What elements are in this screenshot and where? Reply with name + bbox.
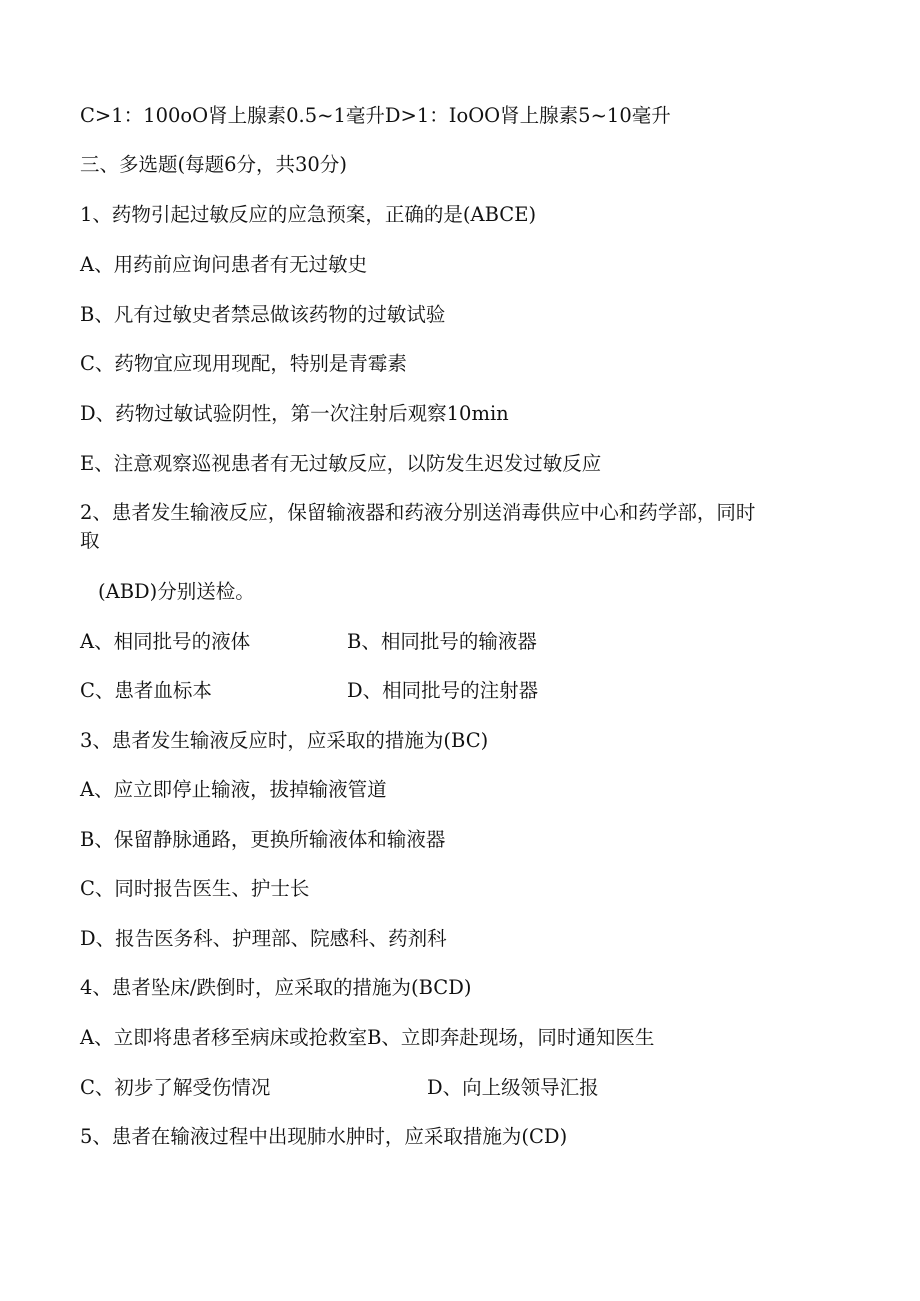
section-heading-multiple-choice: 三、多选题(每题6分，共30分) xyxy=(80,153,347,176)
question-1-option-a: A、用药前应询问患者有无过敏史 xyxy=(80,253,368,276)
question-2-option-c: C、患者血标本 xyxy=(80,679,212,702)
question-1-option-b: B、凡有过敏史者禁忌做该药物的过敏试验 xyxy=(80,303,446,326)
question-4-option-d: D、向上级领导汇报 xyxy=(427,1076,599,1099)
question-3-option-a: A、应立即停止输液，拔掉输液管道 xyxy=(80,778,387,801)
question-2-option-b: B、相同批号的输液器 xyxy=(347,630,537,653)
question-2-continued-2: (ABD)分别送检。 xyxy=(98,580,255,603)
question-4: 4、患者坠床/跌倒时，应采取的措施为(BCD) xyxy=(80,976,472,999)
question-3-option-b: B、保留静脉通路，更换所输液体和输液器 xyxy=(80,828,446,851)
question-2-option-a: A、相同批号的液体 xyxy=(80,630,251,653)
question-1-option-d: D、药物过敏试验阴性，第一次注射后观察10min xyxy=(80,402,509,425)
question-2-continued: 取 xyxy=(80,529,100,552)
question-1-option-e: E、注意观察巡视患者有无过敏反应，以防发生迟发过敏反应 xyxy=(80,452,602,475)
question-3-option-c: C、同时报告医生、护士长 xyxy=(80,877,310,900)
question-4-option-c: C、初步了解受伤情况 xyxy=(80,1076,271,1099)
question-1-option-c: C、药物宜应现用现配，特别是青霉素 xyxy=(80,352,407,375)
question-3-option-d: D、报告医务科、护理部、院感科、药剂科 xyxy=(80,927,447,950)
question-2: 2、患者发生输液反应，保留输液器和药液分别送消毒供应中心和药学部，同时 xyxy=(80,501,756,524)
question-1: 1、药物引起过敏反应的应急预案，正确的是(ABCE) xyxy=(80,203,537,226)
question-3: 3、患者发生输液反应时，应采取的措施为(BC) xyxy=(80,729,489,752)
question-2-option-d: D、相同批号的注射器 xyxy=(347,679,539,702)
text-line-dosage-options: C>1：100oO肾上腺素0.5~1毫升D>1：IoOO肾上腺素5~10毫升 xyxy=(80,104,671,127)
question-5: 5、患者在输液过程中出现肺水肿时，应采取措施为(CD) xyxy=(80,1125,568,1148)
question-4-options-a-b: A、立即将患者移至病床或抢救室B、立即奔赴现场，同时通知医生 xyxy=(80,1026,655,1049)
